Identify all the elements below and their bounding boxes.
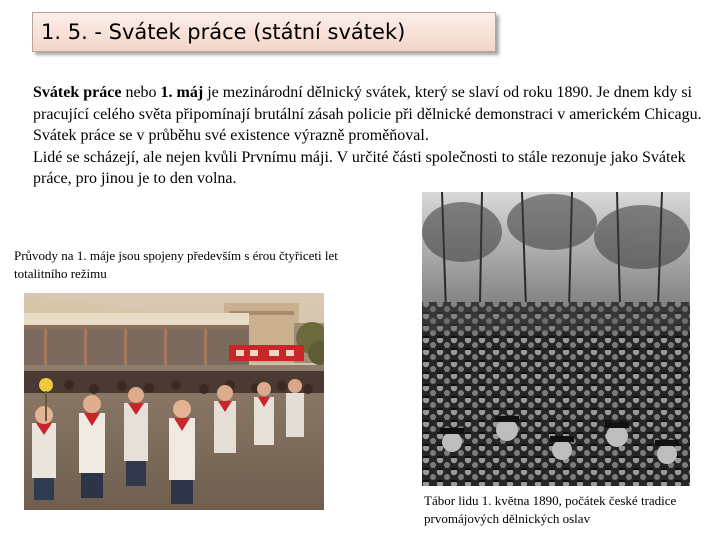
slide-title	[32, 12, 496, 52]
intro-text	[33, 82, 713, 190]
parade-caption: Průvody na 1. máje jsou spojeny především s érou čtyřiceti let totalitního režimu	[14, 248, 338, 281]
slide-title-text: 1. 5. - Svátek práce (státní svátek)	[41, 20, 406, 44]
intro-definition: je mezinárodní dělnický svátek, který se slaví od roku 1890. Je dnem kdy si pracující celého světa připomínají brutální zásah policie při dělnické demonstraci v americkém Chicagu.	[33, 84, 702, 123]
crowd-photo	[422, 192, 690, 486]
intro-connector: nebo	[121, 84, 161, 101]
intro-paragraph-3: Lidé se scházejí, ale nejen kvůli Prvnímu máji. V určité části společnosti to stále rezonuje jako Svátek práce, pro jinou je to den volna.	[33, 148, 686, 187]
intro-paragraph-2: Svátek práce se v průběhu své existence výrazně proměňoval.	[33, 127, 429, 144]
crowd-caption: Tábor lidu 1. května 1890, počátek české tradice prvomájových dělnických oslav	[424, 493, 677, 526]
term-svatek-prace: Svátek práce	[33, 84, 122, 101]
intro-paragraph-1	[33, 82, 713, 125]
parade-photo	[24, 293, 324, 510]
term-1-maj: 1. máj	[160, 84, 204, 101]
